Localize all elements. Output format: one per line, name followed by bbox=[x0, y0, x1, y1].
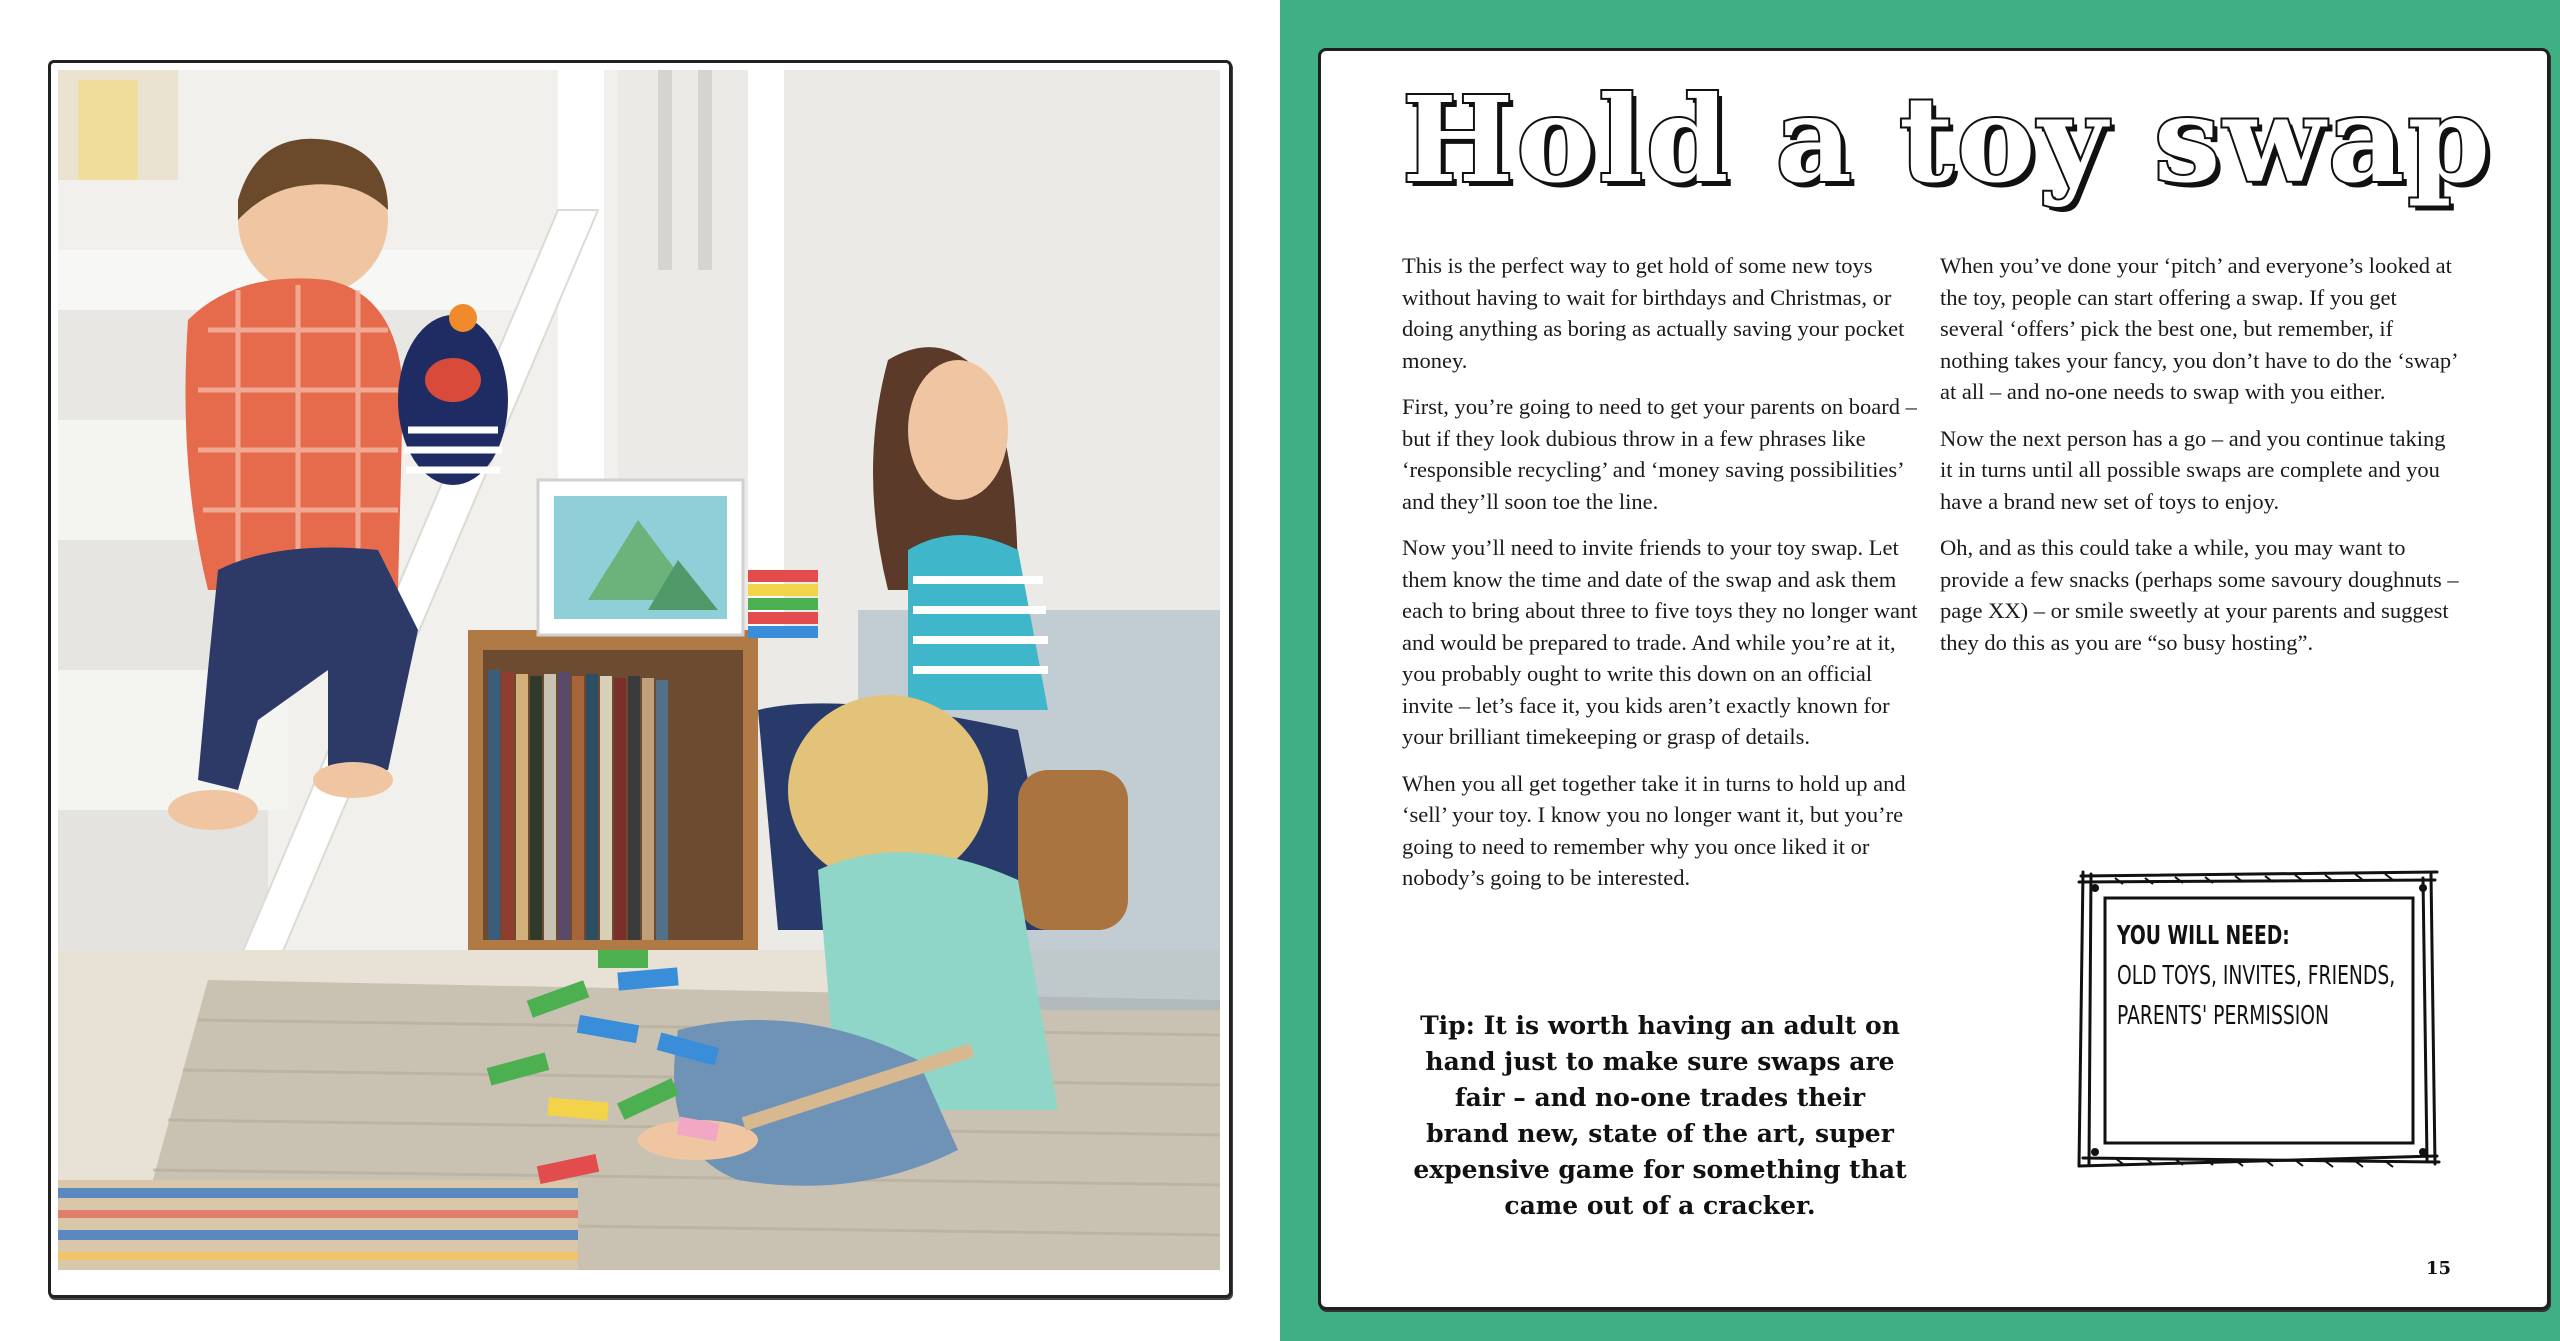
text-column-left bbox=[1402, 250, 1920, 909]
right-page bbox=[1280, 0, 2560, 1341]
page-number: 15 bbox=[2426, 1258, 2452, 1279]
you-will-need-text bbox=[2117, 916, 2419, 1036]
page-title: Hold a toy swap bbox=[1402, 70, 2493, 209]
photo-illustration bbox=[58, 70, 1220, 1270]
you-will-need-item: OLD TOYS, INVITES, FRIENDS, bbox=[2117, 961, 2396, 991]
paragraph: First, you’re going to need to get your parents on board – but if they look dubious throw in a few phrases like ‘responsible recycling’ and ‘money saving possibilities’ and they’ll soon toe the line. bbox=[1402, 394, 1917, 514]
children-toy-swap-photo bbox=[58, 70, 1220, 1270]
paragraph: Now the next person has a go – and you continue taking it in turns until all possible swaps are complete and you have a brand new set of toys to enjoy. bbox=[1940, 425, 2446, 514]
you-will-need-item: PARENTS' PERMISSION bbox=[2117, 1001, 2329, 1031]
text-column-right bbox=[1940, 250, 2460, 673]
you-will-need-heading: YOU WILL NEED: bbox=[2117, 921, 2290, 951]
paragraph: This is the perfect way to get hold of some new toys without having to wait for birthdays and Christmas, or doing anything as boring as actually saving your pocket money. bbox=[1402, 253, 1905, 373]
paragraph: When you’ve done your ‘pitch’ and everyone’s looked at the toy, people can start offering a swap. If you get several ‘offers’ pick the best one, but remember, if nothing takes your fancy, you don’t have to do the ‘swap’ at all – and no-one needs to swap with you either. bbox=[1940, 253, 2457, 404]
paragraph: Oh, and as this could take a while, you may want to provide a few snacks (perhaps some savoury doughnuts – page XX) – or smile sweetly at your parents and suggest they do this as you are “so busy hosting”. bbox=[1940, 535, 2459, 655]
you-will-need-box bbox=[2075, 868, 2443, 1171]
paragraph: Now you’ll need to invite friends to your toy swap. Let them know the time and date of the swap and ask them each to bring about three to five toys they no longer want and would be prepared to trade. And while you’re at it, you probably ought to write this down on an official invite – let’s face it, you kids aren’t exactly known for your brilliant timekeeping or grasp of details. bbox=[1402, 535, 1918, 749]
paragraph: When you all get together take it in turns to hold up and ‘sell’ your toy. I know you no longer want it, but you’re going to need to remember why you once liked it or nobody’s going to be interested. bbox=[1402, 770, 1906, 890]
tip-callout: Tip: It is worth having an adult on hand just to make sure swaps are fair – and no-one trades their brand new, state of the art, super expensive game for something that came out of a cracker. bbox=[1413, 1011, 1907, 1220]
